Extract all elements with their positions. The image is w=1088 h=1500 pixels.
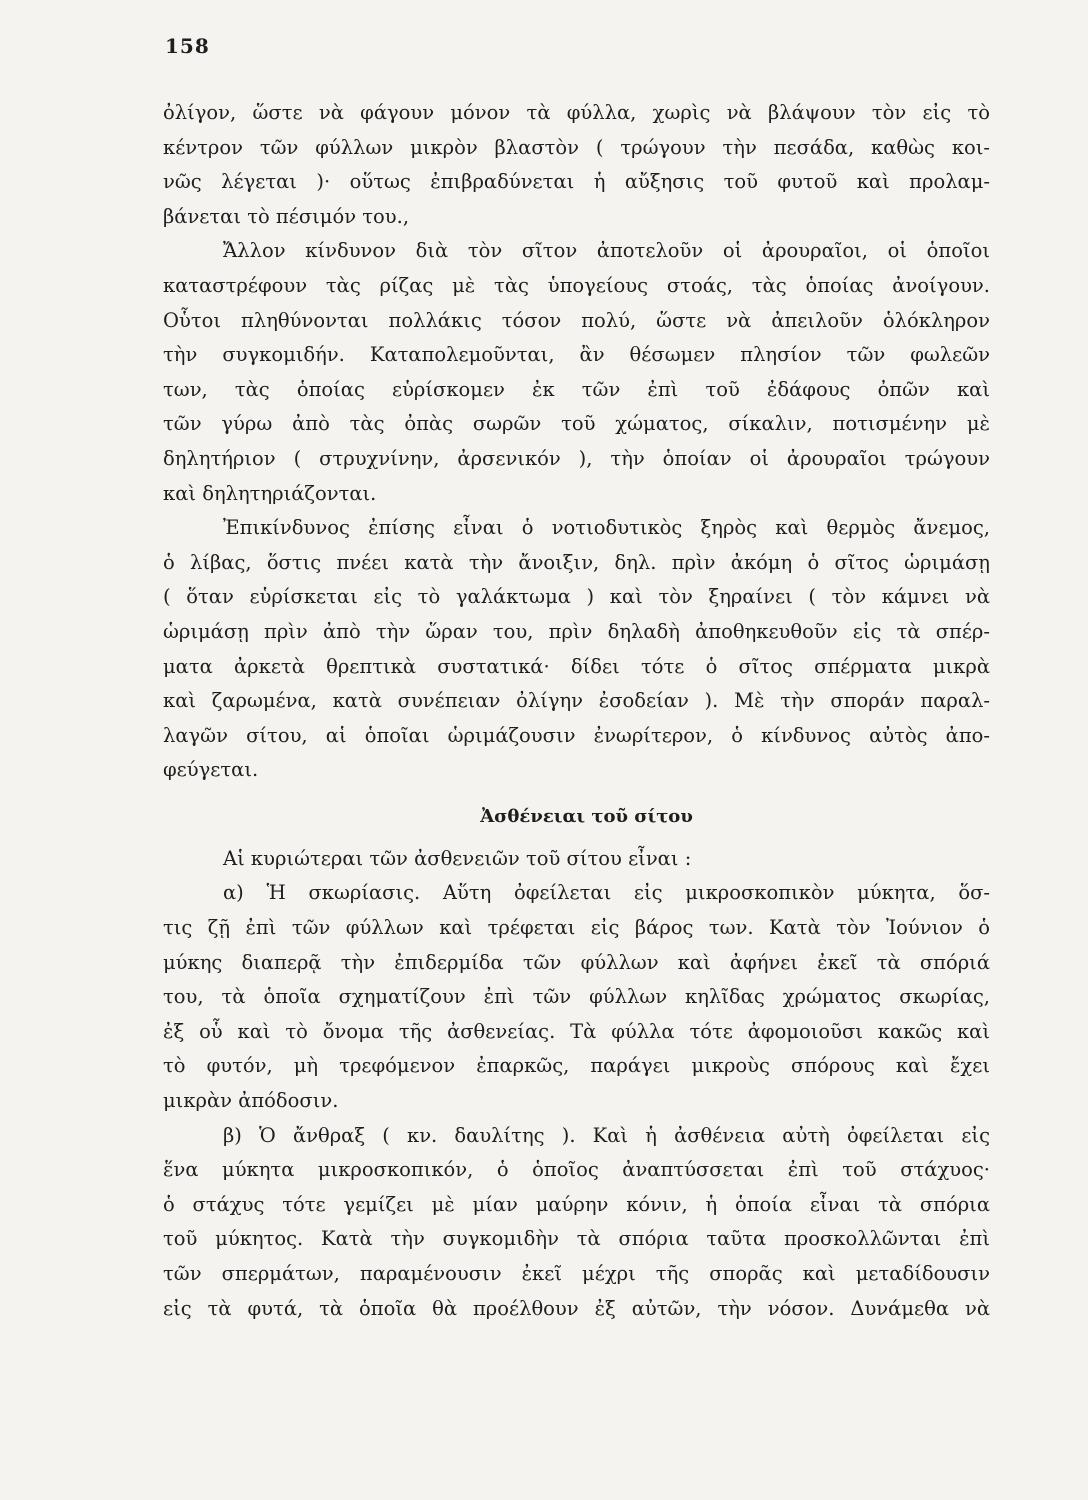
body-text xyxy=(163,96,990,1326)
text-line: των, τὰς ὁποίας εὑρίσκομεν ἐκ τῶν ἐπὶ τοῦ ἐδάφους ὀπῶν καὶ xyxy=(163,377,990,401)
text-line: ὀλίγον, ὥστε νὰ φάγουν μόνον τὰ φύλλα, χωρὶς νὰ βλάψουν τὸν εἰς τὸ xyxy=(163,101,990,124)
text-line: μικρὰν ἀπόδοσιν. xyxy=(163,1089,339,1113)
text-line: τὴν συγκομιδήν. Καταπολεμοῦνται, ἂν θέσωμεν πλησίον τῶν φωλεῶν xyxy=(163,343,990,367)
text-line: καὶ δηλητηριάζονται. xyxy=(163,481,377,505)
text-line: τις ζῇ ἐπὶ τῶν φύλλων καὶ τρέφεται εἰς βάρος των. Κατὰ τὸν Ἰούνιον ὁ xyxy=(163,916,990,940)
text-line: βάνεται τὸ πέσιμόν του., xyxy=(163,204,410,228)
text-line: εἰς τὰ φυτά, τὰ ὁποῖα θὰ προέλθουν ἐξ αὐτῶν, τὴν νόσον. Δυνάμεθα νὰ xyxy=(163,1296,990,1320)
text-line: τὸ φυτόν, μὴ τρεφόμενον ἐπαρκῶς, παράγει μικροὺς σπόρους καὶ ἔχει xyxy=(163,1054,990,1078)
text-line: καὶ ζαρωμένα, κατὰ συνέπειαν ὀλίγην ἐσοδείαν ). Μὲ τὴν σποράν παραλ- xyxy=(163,689,990,713)
text-line: φεύγεται. xyxy=(163,758,259,782)
text-line: τοῦ μύκητος. Κατὰ τὴν συγκομιδὴν τὰ σπόρια ταῦτα προσκολλῶνται ἐπὶ xyxy=(163,1227,990,1251)
section-heading: Ἀσθένειαι τοῦ σίτου xyxy=(480,805,693,827)
text-line: δηλητήριον ( στρυχνίνην, ἀρσενικόν ), τὴν ὁποίαν οἱ ἀρουραῖοι τρώγουν xyxy=(163,446,990,470)
text-line: Ἐπικίνδυνος ἐπίσης εἶναι ὁ νοτιοδυτικὸς ξηρὸς καὶ θερμὸς ἄνεμος, xyxy=(223,516,990,540)
text-line: ὁ στάχυς τότε γεμίζει μὲ μίαν μαύρην κόνιν, ἡ ὁποία εἶναι τὰ σπόρια xyxy=(163,1192,990,1216)
text-line: ματα ἀρκετὰ θρεπτικὰ συστατικά· δίδει τότε ὁ σῖτος σπέρματα μικρὰ xyxy=(163,654,990,678)
text-line: ὁ λίβας, ὅστις πνέει κατὰ τὴν ἄνοιξιν, δηλ. πρὶν ἀκόμη ὁ σῖτος ὡριμάσῃ xyxy=(163,550,990,574)
text-line: νῶς λέγεται )· οὕτως ἐπιβραδύνεται ἡ αὔξησις τοῦ φυτοῦ καὶ προλαμ- xyxy=(163,170,990,194)
text-line: Οὗτοι πληθύνονται πολλάκις τόσον πολύ, ὥστε νὰ ἀπειλοῦν ὁλόκληρον xyxy=(163,308,990,332)
text-line: τῶν γύρω ἀπὸ τὰς ὀπὰς σωρῶν τοῦ χώματος, σίκαλιν, ποτισμένην μὲ xyxy=(163,412,990,436)
text-line: ἕνα μύκητα μικροσκοπικόν, ὁ ὁποῖος ἀναπτύσσεται ἐπὶ τοῦ στάχυος· xyxy=(163,1158,990,1182)
text-line: β) Ὁ ἄνθραξ ( κν. δαυλίτης ). Καὶ ἡ ἀσθένεια αὐτὴ ὀφείλεται εἰς xyxy=(223,1123,990,1147)
text-line: ὡριμάσῃ πρὶν ἀπὸ τὴν ὥραν του, πρὶν δηλαδὴ ἀποθηκευθοῦν εἰς τὰ σπέρ- xyxy=(163,619,990,643)
text-line: Αἱ κυριώτεραι τῶν ἀσθενειῶν τοῦ σίτου εἶναι : xyxy=(223,846,692,870)
text-line: λαγῶν σίτου, αἱ ὁποῖαι ὡριμάζουσιν ἐνωρίτερον, ὁ κίνδυνος αὐτὸς ἀπο- xyxy=(163,723,990,747)
text-line: ( ὅταν εὑρίσκεται εἰς τὸ γαλάκτωμα ) καὶ τὸν ξηραίνει ( τὸν κάμνει νὰ xyxy=(163,585,990,609)
text-line: του, τὰ ὁποῖα σχηματίζουν ἐπὶ τῶν φύλλων κηλῖδας χρώματος σκωρίας, xyxy=(163,985,990,1009)
text-line: Ἄλλον κίνδυνον διὰ τὸν σῖτον ἀποτελοῦν οἱ ἀρουραῖοι, οἱ ὁποῖοι xyxy=(223,239,990,263)
page-number: 158 xyxy=(165,34,210,58)
text-line: α) Ἡ σκωρίασις. Αὕτη ὀφείλεται εἰς μικροσκοπικὸν μύκητα, ὅσ- xyxy=(223,881,990,905)
text-line: κέντρον τῶν φύλλων μικρὸν βλαστὸν ( τρώγουν τὴν πεσάδα, καθὼς κοι- xyxy=(163,135,990,159)
text-line: μύκης διαπερᾷ τὴν ἐπιδερμίδα τῶν φύλλων καὶ ἀφήνει ἐκεῖ τὰ σπόριά xyxy=(163,950,990,974)
text-line: τῶν σπερμάτων, παραμένουσιν ἐκεῖ μέχρι τῆς σπορᾶς καὶ μεταδίδουσιν xyxy=(163,1262,990,1285)
text-line: καταστρέφουν τὰς ρίζας μὲ τὰς ὑπογείους στοάς, τὰς ὁποίας ἀνοίγουν. xyxy=(163,273,990,297)
text-line: ἐξ οὗ καὶ τὸ ὄνομα τῆς ἀσθενείας. Τὰ φύλλα τότε ἀφομοιοῦσι κακῶς καὶ xyxy=(163,1019,990,1043)
